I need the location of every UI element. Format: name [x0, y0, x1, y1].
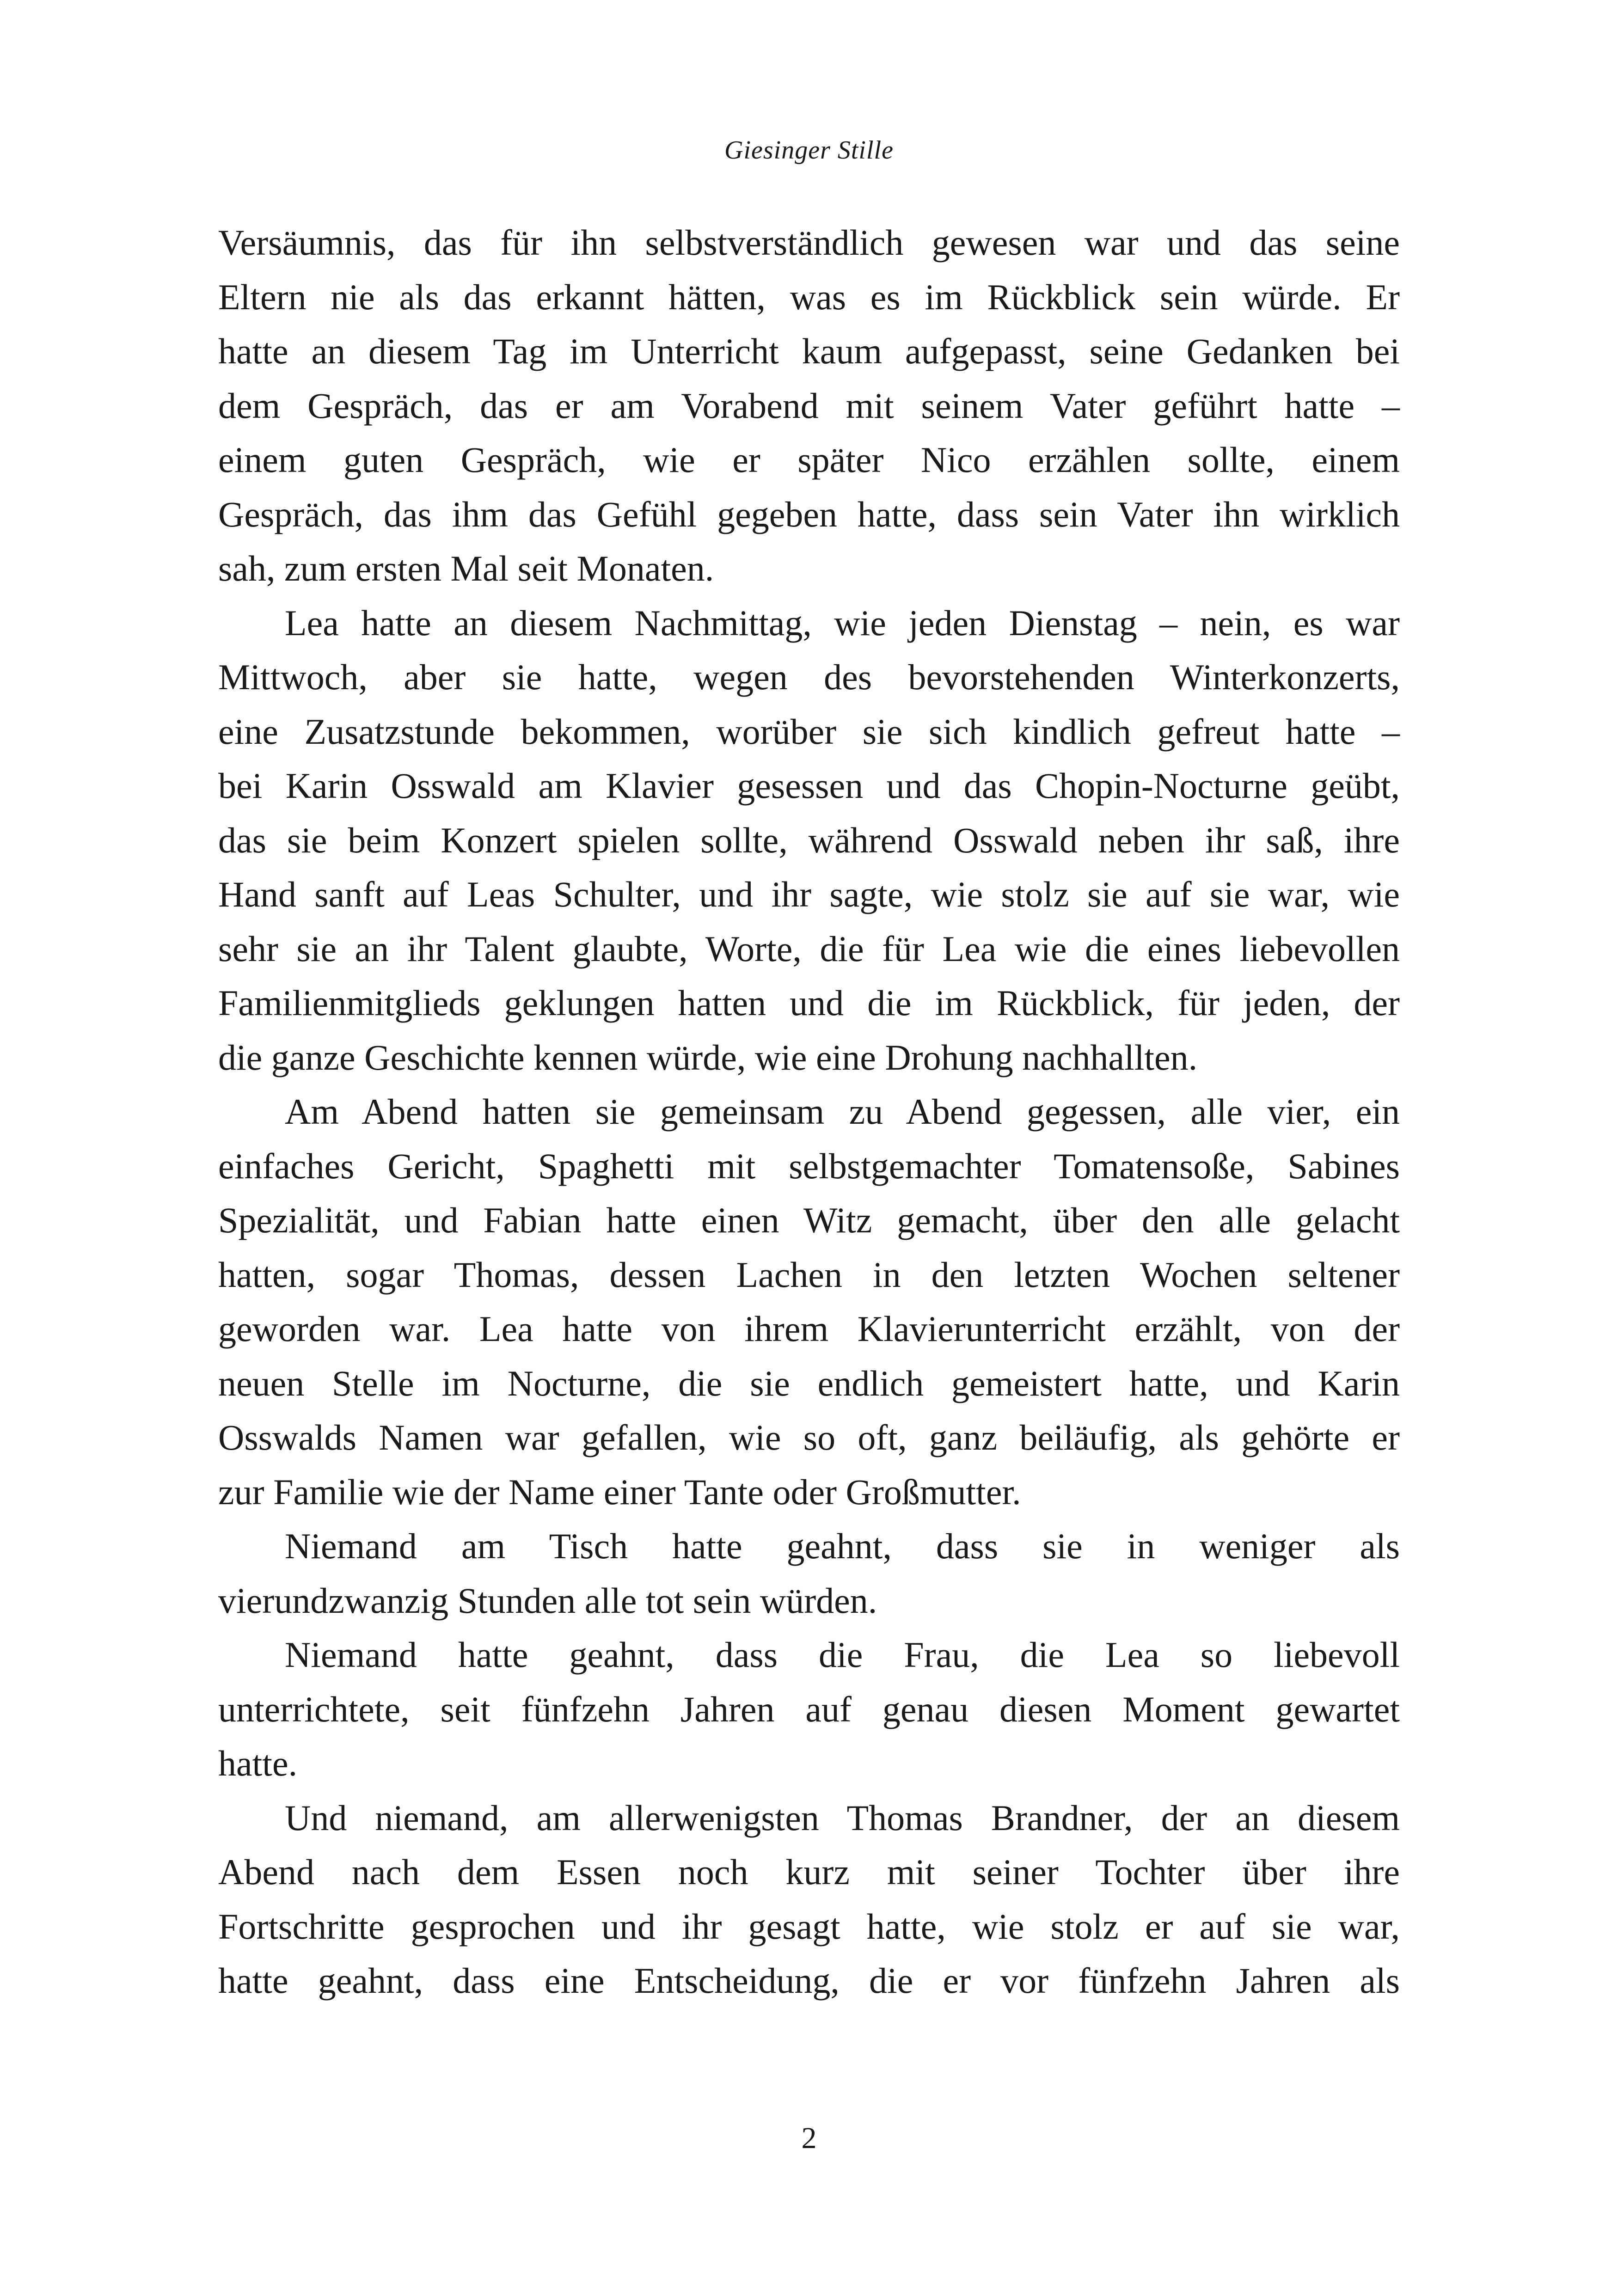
paragraph-2 [218, 596, 1400, 1085]
paragraph-6 [218, 1791, 1400, 2008]
text-line: einfaches Gericht, Spaghetti mit selbstgemachter Tomatensoße, Sabines [218, 1145, 1400, 1186]
text-line: hatte an diesem Tag im Unterricht kaum aufgepasst, seine Gedanken bei [218, 331, 1400, 371]
text-line: unterrichtete, seit fünfzehn Jahren auf genau diesen Moment gewartet [218, 1689, 1400, 1729]
text-line: Versäumnis, das für ihn selbstverständlich gewesen war und das seine [218, 222, 1400, 263]
text-line: Niemand hatte geahnt, dass die Frau, die Lea so liebevoll [285, 1635, 1400, 1675]
text-line: Gespräch, das ihm das Gefühl gegeben hatte, dass sein Vater ihn wirklich [218, 494, 1400, 534]
paragraph-5 [218, 1628, 1400, 1791]
text-line: sehr sie an ihr Talent glaubte, Worte, die für Lea wie die eines liebevollen [218, 928, 1400, 969]
text-line: Abend nach dem Essen noch kurz mit seiner Tochter über ihre [218, 1852, 1400, 1892]
text-line: Familienmitglieds geklungen hatten und die im Rückblick, für jeden, der [218, 983, 1400, 1023]
paragraph-4 [218, 1519, 1400, 1628]
text-line: zur Familie wie der Name einer Tante oder Großmutter. [218, 1471, 1021, 1512]
text-line: vierundzwanzig Stunden alle tot sein würden. [218, 1580, 877, 1621]
text-line: Spezialität, und Fabian hatte einen Witz gemacht, über den alle gelacht [218, 1200, 1400, 1240]
body-text [218, 215, 1400, 2008]
text-line: Fortschritte gesprochen und ihr gesagt hatte, wie stolz er auf sie war, [218, 1906, 1400, 1947]
text-line: Osswalds Namen war gefallen, wie so oft, ganz beiläufig, als gehörte er [218, 1417, 1400, 1457]
paragraph-3 [218, 1084, 1400, 1519]
text-line: hatten, sogar Thomas, dessen Lachen in den letzten Wochen seltener [218, 1254, 1400, 1295]
running-header-title: Giesinger Stille [724, 136, 894, 165]
paragraph-1 [218, 215, 1400, 596]
text-line: dem Gespräch, das er am Vorabend mit seinem Vater geführt hatte – [218, 385, 1400, 426]
text-line: eine Zusatzstunde bekommen, worüber sie sich kindlich gefreut hatte – [218, 711, 1400, 752]
text-line: einem guten Gespräch, wie er später Nico erzählen sollte, einem [218, 440, 1400, 480]
text-line: geworden war. Lea hatte von ihrem Klavierunterricht erzählt, von der [218, 1309, 1400, 1349]
text-line: Eltern nie als das erkannt hätten, was es im Rückblick sein würde. Er [218, 276, 1400, 317]
text-line: Am Abend hatten sie gemeinsam zu Abend gegessen, alle vier, ein [285, 1091, 1400, 1132]
text-line: Mittwoch, aber sie hatte, wegen des bevorstehenden Winterkonzerts, [218, 657, 1400, 697]
text-line: das sie beim Konzert spielen sollte, während Osswald neben ihr saß, ihre [218, 820, 1400, 860]
page-number: 2 [801, 2121, 817, 2155]
text-line: Hand sanft auf Leas Schulter, und ihr sagte, wie stolz sie auf sie war, wie [218, 874, 1400, 914]
text-line: hatte. [218, 1743, 298, 1783]
text-line: hatte geahnt, dass eine Entscheidung, die er vor fünfzehn Jahren als [218, 1960, 1400, 2001]
text-line: Lea hatte an diesem Nachmittag, wie jeden Dienstag – nein, es war [285, 602, 1400, 643]
text-line: bei Karin Osswald am Klavier gesessen und das Chopin-Nocturne geübt, [218, 765, 1400, 806]
text-line: Und niemand, am allerwenigsten Thomas Brandner, der an diesem [285, 1797, 1400, 1838]
text-line: die ganze Geschichte kennen würde, wie eine Drohung nachhallten. [218, 1037, 1198, 1078]
text-line: sah, zum ersten Mal seit Monaten. [218, 548, 714, 588]
text-line: neuen Stelle im Nocturne, die sie endlich gemeistert hatte, und Karin [218, 1363, 1400, 1403]
text-line: Niemand am Tisch hatte geahnt, dass sie in weniger als [285, 1526, 1400, 1566]
